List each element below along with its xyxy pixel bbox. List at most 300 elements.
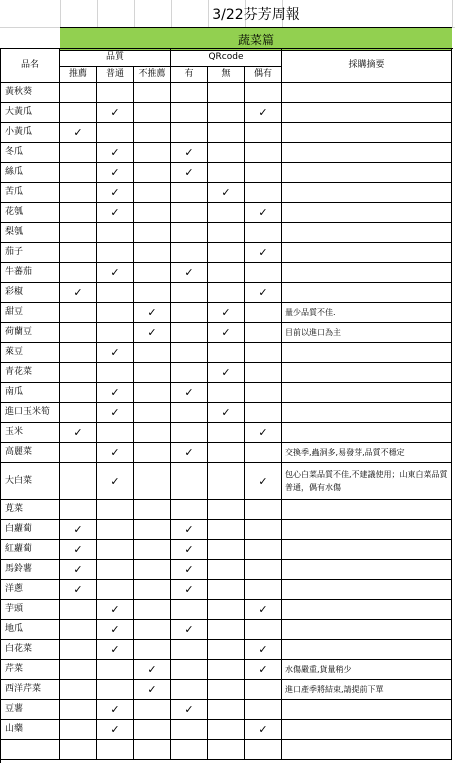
qrcode-check-cell	[245, 720, 282, 740]
item-name-cell: 彩椒	[1, 283, 60, 303]
qrcode-check-cell	[245, 223, 282, 243]
purchase-note-cell	[282, 143, 452, 163]
qrcode-check-cell	[245, 303, 282, 323]
quality-check-cell	[97, 363, 134, 383]
item-name-cell: 牛蕃茄	[1, 263, 60, 283]
quality-check-cell	[134, 660, 171, 680]
purchase-note-cell	[282, 700, 452, 720]
quality-check-cell	[60, 580, 97, 600]
quality-check-cell	[60, 303, 97, 323]
quality-check-cell	[134, 243, 171, 263]
check-mark: ✓	[258, 474, 268, 488]
qrcode-check-cell	[245, 740, 282, 760]
qrcode-check-cell	[245, 580, 282, 600]
section-banner: 蔬菜篇	[60, 27, 452, 51]
purchase-note-cell	[282, 740, 452, 760]
quality-check-cell	[60, 203, 97, 223]
check-mark: ✓	[221, 306, 231, 319]
qrcode-check-cell	[171, 383, 208, 403]
item-name-cell: 山藥	[1, 720, 60, 740]
quality-check-cell	[60, 720, 97, 740]
check-mark: ✓	[147, 306, 157, 319]
qrcode-check-cell	[245, 680, 282, 700]
qrcode-check-cell	[171, 720, 208, 740]
quality-check-cell	[60, 660, 97, 680]
quality-check-cell	[134, 740, 171, 760]
item-name-cell: 洋蔥	[1, 580, 60, 600]
purchase-note-cell	[282, 540, 452, 560]
item-name-cell: 茄子	[1, 243, 60, 263]
quality-check-cell	[97, 600, 134, 620]
quality-check-cell	[97, 580, 134, 600]
quality-check-cell	[97, 520, 134, 540]
purchase-note-cell	[282, 283, 452, 303]
check-mark: ✓	[110, 106, 120, 119]
quality-check-cell	[134, 323, 171, 343]
item-name-cell: 大白菜	[1, 463, 60, 500]
quality-check-cell	[60, 183, 97, 203]
quality-check-cell	[134, 640, 171, 660]
check-mark: ✓	[184, 543, 194, 556]
check-mark: ✓	[73, 286, 83, 299]
check-mark: ✓	[258, 106, 268, 119]
qrcode-check-cell	[171, 203, 208, 223]
purchase-note-cell	[282, 383, 452, 403]
qrcode-check-cell	[245, 183, 282, 203]
qrcode-check-cell	[171, 123, 208, 143]
qrcode-check-cell	[245, 620, 282, 640]
check-mark: ✓	[147, 663, 157, 676]
check-mark: ✓	[110, 474, 120, 488]
header-qrcode-sub: 偶有	[245, 67, 282, 83]
header-name: 品名	[1, 49, 60, 83]
purchase-note-cell	[282, 560, 452, 580]
item-name-cell: 苦瓜	[1, 183, 60, 203]
item-name-cell: 梨瓠	[1, 223, 60, 243]
purchase-note-cell: 水傷嚴重,貨量稍少	[282, 660, 452, 680]
check-mark: ✓	[110, 723, 120, 736]
qrcode-check-cell	[208, 443, 245, 463]
quality-check-cell	[134, 600, 171, 620]
quality-check-cell	[60, 103, 97, 123]
qrcode-check-cell	[245, 383, 282, 403]
qrcode-check-cell	[171, 600, 208, 620]
check-mark: ✓	[110, 643, 120, 656]
check-mark: ✓	[110, 386, 120, 399]
check-mark: ✓	[110, 266, 120, 279]
qrcode-check-cell	[208, 223, 245, 243]
qrcode-check-cell	[245, 103, 282, 123]
check-mark: ✓	[258, 246, 268, 259]
quality-check-cell	[97, 343, 134, 363]
quality-check-cell	[97, 423, 134, 443]
quality-check-cell	[134, 383, 171, 403]
qrcode-check-cell	[245, 520, 282, 540]
check-mark: ✓	[258, 663, 268, 676]
qrcode-check-cell	[171, 263, 208, 283]
check-mark: ✓	[221, 186, 231, 199]
check-mark: ✓	[258, 426, 268, 439]
header-qrcode: QRcode	[171, 49, 282, 67]
qrcode-check-cell	[208, 83, 245, 103]
qrcode-check-cell	[208, 283, 245, 303]
quality-check-cell	[60, 223, 97, 243]
qrcode-check-cell	[208, 143, 245, 163]
qrcode-check-cell	[208, 203, 245, 223]
qrcode-check-cell	[171, 403, 208, 423]
check-mark: ✓	[184, 386, 194, 399]
qrcode-check-cell	[208, 263, 245, 283]
check-mark: ✓	[73, 523, 83, 536]
qrcode-check-cell	[171, 83, 208, 103]
qrcode-check-cell	[208, 323, 245, 343]
quality-check-cell	[97, 163, 134, 183]
item-name-cell: 荷蘭豆	[1, 323, 60, 343]
qrcode-check-cell	[208, 660, 245, 680]
header-qrcode-sub: 有	[171, 67, 208, 83]
quality-check-cell	[97, 303, 134, 323]
quality-check-cell	[60, 423, 97, 443]
check-mark: ✓	[258, 643, 268, 656]
qrcode-check-cell	[208, 183, 245, 203]
purchase-note-cell	[282, 103, 452, 123]
item-name-cell: 地瓜	[1, 620, 60, 640]
item-name-cell	[1, 740, 60, 760]
purchase-note-cell	[282, 720, 452, 740]
check-mark: ✓	[110, 703, 120, 716]
qrcode-check-cell	[245, 283, 282, 303]
quality-check-cell	[134, 580, 171, 600]
check-mark: ✓	[258, 206, 268, 219]
qrcode-check-cell	[245, 560, 282, 580]
quality-check-cell	[97, 700, 134, 720]
qrcode-check-cell	[171, 443, 208, 463]
qrcode-check-cell	[171, 163, 208, 183]
qrcode-check-cell	[245, 700, 282, 720]
quality-check-cell	[134, 463, 171, 500]
quality-check-cell	[134, 263, 171, 283]
quality-check-cell	[134, 520, 171, 540]
quality-check-cell	[97, 323, 134, 343]
item-name-cell: 青花菜	[1, 363, 60, 383]
purchase-note-cell: 交換季,蟲洞多,易發芽,品質不穩定	[282, 443, 452, 463]
check-mark: ✓	[147, 326, 157, 339]
qrcode-check-cell	[245, 423, 282, 443]
purchase-note-cell	[282, 243, 452, 263]
purchase-note-cell	[282, 123, 452, 143]
qrcode-check-cell	[208, 700, 245, 720]
qrcode-check-cell	[208, 243, 245, 263]
qrcode-check-cell	[171, 520, 208, 540]
quality-check-cell	[60, 640, 97, 660]
qrcode-check-cell	[171, 143, 208, 163]
qrcode-check-cell	[245, 343, 282, 363]
purchase-note-cell	[282, 423, 452, 443]
check-mark: ✓	[184, 523, 194, 536]
item-name-cell: 進口玉米筍	[1, 403, 60, 423]
quality-check-cell	[97, 103, 134, 123]
quality-check-cell	[60, 540, 97, 560]
qrcode-check-cell	[208, 500, 245, 520]
item-name-cell: 絲瓜	[1, 163, 60, 183]
qrcode-check-cell	[208, 620, 245, 640]
item-name-cell: 西洋芹菜	[1, 680, 60, 700]
qrcode-check-cell	[245, 660, 282, 680]
check-mark: ✓	[184, 623, 194, 636]
qrcode-check-cell	[208, 303, 245, 323]
qrcode-check-cell	[208, 520, 245, 540]
header-quality-sub: 普通	[97, 67, 134, 83]
purchase-note-cell	[282, 363, 452, 383]
check-mark: ✓	[110, 406, 120, 419]
quality-check-cell	[60, 323, 97, 343]
qrcode-check-cell	[245, 463, 282, 500]
check-mark: ✓	[73, 426, 83, 439]
purchase-note-cell	[282, 83, 452, 103]
qrcode-check-cell	[208, 363, 245, 383]
quality-check-cell	[60, 680, 97, 700]
quality-check-cell	[97, 383, 134, 403]
quality-check-cell	[134, 700, 171, 720]
qrcode-check-cell	[171, 103, 208, 123]
qrcode-check-cell	[245, 263, 282, 283]
quality-check-cell	[60, 163, 97, 183]
qrcode-check-cell	[245, 323, 282, 343]
qrcode-check-cell	[171, 680, 208, 700]
qrcode-check-cell	[171, 620, 208, 640]
check-mark: ✓	[258, 286, 268, 299]
purchase-note-cell	[282, 203, 452, 223]
check-mark: ✓	[110, 603, 120, 616]
check-mark: ✓	[110, 346, 120, 359]
quality-check-cell	[134, 620, 171, 640]
quality-check-cell	[60, 560, 97, 580]
quality-check-cell	[134, 363, 171, 383]
qrcode-check-cell	[171, 580, 208, 600]
quality-check-cell	[134, 560, 171, 580]
item-name-cell: 莧菜	[1, 500, 60, 520]
purchase-note-cell: 包心白菜品質不佳,不建議使用；山東白菜品質普通，偶有水傷	[282, 463, 452, 500]
quality-check-cell	[97, 463, 134, 500]
qrcode-check-cell	[171, 740, 208, 760]
qrcode-check-cell	[171, 323, 208, 343]
qrcode-check-cell	[245, 163, 282, 183]
qrcode-check-cell	[171, 363, 208, 383]
check-mark: ✓	[73, 563, 83, 576]
purchase-note-cell	[282, 600, 452, 620]
gridline-vertical	[452, 0, 453, 28]
purchase-note-cell	[282, 620, 452, 640]
quality-check-cell	[60, 600, 97, 620]
quality-check-cell	[134, 500, 171, 520]
qrcode-check-cell	[208, 103, 245, 123]
quality-check-cell	[97, 243, 134, 263]
qrcode-check-cell	[208, 580, 245, 600]
check-mark: ✓	[184, 146, 194, 159]
quality-check-cell	[134, 423, 171, 443]
quality-check-cell	[60, 500, 97, 520]
quality-check-cell	[60, 463, 97, 500]
report-title: 3/22芬芳周報	[212, 7, 300, 23]
quality-check-cell	[134, 403, 171, 423]
quality-check-cell	[134, 83, 171, 103]
qrcode-check-cell	[208, 560, 245, 580]
qrcode-check-cell	[245, 403, 282, 423]
quality-check-cell	[60, 700, 97, 720]
purchase-note-cell	[282, 223, 452, 243]
quality-check-cell	[97, 680, 134, 700]
purchase-note-cell: 量少品質不佳.	[282, 303, 452, 323]
check-mark: ✓	[258, 603, 268, 616]
check-mark: ✓	[73, 583, 83, 596]
quality-check-cell	[97, 83, 134, 103]
qrcode-check-cell	[208, 740, 245, 760]
quality-check-cell	[97, 540, 134, 560]
quality-check-cell	[134, 540, 171, 560]
check-mark: ✓	[110, 446, 120, 459]
check-mark: ✓	[221, 406, 231, 419]
purchase-note-cell	[282, 520, 452, 540]
check-mark: ✓	[184, 446, 194, 459]
quality-check-cell	[134, 443, 171, 463]
quality-check-cell	[60, 263, 97, 283]
qrcode-check-cell	[245, 123, 282, 143]
purchase-note-cell	[282, 163, 452, 183]
quality-check-cell	[60, 83, 97, 103]
quality-check-cell	[60, 243, 97, 263]
purchase-note-cell	[282, 263, 452, 283]
qrcode-check-cell	[245, 640, 282, 660]
check-mark: ✓	[184, 266, 194, 279]
check-mark: ✓	[221, 326, 231, 339]
qrcode-check-cell	[245, 203, 282, 223]
quality-check-cell	[97, 263, 134, 283]
qrcode-check-cell	[208, 540, 245, 560]
quality-check-cell	[97, 203, 134, 223]
item-name-cell: 白花菜	[1, 640, 60, 660]
qrcode-check-cell	[245, 443, 282, 463]
quality-check-cell	[134, 303, 171, 323]
qrcode-check-cell	[245, 243, 282, 263]
item-name-cell: 馬鈴薯	[1, 560, 60, 580]
quality-check-cell	[97, 283, 134, 303]
quality-check-cell	[134, 223, 171, 243]
header-quality-sub: 推薦	[60, 67, 97, 83]
qrcode-check-cell	[171, 700, 208, 720]
quality-check-cell	[60, 383, 97, 403]
item-name-cell: 玉米	[1, 423, 60, 443]
qrcode-check-cell	[208, 680, 245, 700]
check-mark: ✓	[73, 543, 83, 556]
qrcode-check-cell	[208, 600, 245, 620]
check-mark: ✓	[110, 623, 120, 636]
qrcode-check-cell	[245, 143, 282, 163]
check-mark: ✓	[110, 206, 120, 219]
check-mark: ✓	[258, 723, 268, 736]
quality-check-cell	[60, 403, 97, 423]
quality-check-cell	[134, 203, 171, 223]
quality-check-cell	[97, 123, 134, 143]
quality-check-cell	[60, 740, 97, 760]
quality-check-cell	[97, 143, 134, 163]
qrcode-check-cell	[245, 83, 282, 103]
qrcode-check-cell	[171, 183, 208, 203]
quality-check-cell	[97, 223, 134, 243]
purchase-note-cell	[282, 343, 452, 363]
purchase-note-cell	[282, 403, 452, 423]
quality-check-cell	[60, 283, 97, 303]
quality-check-cell	[60, 143, 97, 163]
item-name-cell: 白蘿蔔	[1, 520, 60, 540]
check-mark: ✓	[184, 583, 194, 596]
check-mark: ✓	[147, 683, 157, 696]
quality-check-cell	[97, 640, 134, 660]
qrcode-check-cell	[171, 463, 208, 500]
qrcode-check-cell	[245, 540, 282, 560]
check-mark: ✓	[73, 126, 83, 139]
qrcode-check-cell	[171, 423, 208, 443]
item-name-cell: 芹菜	[1, 660, 60, 680]
qrcode-check-cell	[208, 720, 245, 740]
quality-check-cell	[97, 183, 134, 203]
quality-check-cell	[60, 123, 97, 143]
item-name-cell: 黃秋葵	[1, 83, 60, 103]
header-qrcode-sub: 無	[208, 67, 245, 83]
quality-check-cell	[134, 283, 171, 303]
quality-check-cell	[134, 103, 171, 123]
check-mark: ✓	[110, 186, 120, 199]
quality-check-cell	[134, 720, 171, 740]
quality-check-cell	[134, 183, 171, 203]
quality-check-cell	[60, 520, 97, 540]
check-mark: ✓	[110, 166, 120, 179]
quality-check-cell	[60, 620, 97, 640]
quality-check-cell	[97, 403, 134, 423]
header-quality: 品質	[60, 49, 171, 67]
item-name-cell: 紅蘿蔔	[1, 540, 60, 560]
qrcode-check-cell	[171, 500, 208, 520]
item-name-cell: 甜豆	[1, 303, 60, 323]
check-mark: ✓	[184, 563, 194, 576]
purchase-note-cell	[282, 183, 452, 203]
qrcode-check-cell	[171, 303, 208, 323]
check-mark: ✓	[110, 146, 120, 159]
quality-check-cell	[97, 720, 134, 740]
purchase-note-cell: 進口產季將結束,請提前下單	[282, 680, 452, 700]
purchase-note-cell: 目前以進口為主	[282, 323, 452, 343]
qrcode-check-cell	[171, 660, 208, 680]
check-mark: ✓	[221, 366, 231, 379]
purchase-note-cell	[282, 640, 452, 660]
item-name-cell: 豆薯	[1, 700, 60, 720]
table-top-border	[0, 48, 453, 49]
header-quality-sub: 不推薦	[134, 67, 171, 83]
quality-check-cell	[97, 443, 134, 463]
qrcode-check-cell	[171, 243, 208, 263]
qrcode-check-cell	[208, 463, 245, 500]
qrcode-check-cell	[208, 383, 245, 403]
item-name-cell: 冬瓜	[1, 143, 60, 163]
qrcode-check-cell	[208, 403, 245, 423]
header-notes: 採購摘要	[282, 49, 452, 83]
purchase-note-cell	[282, 580, 452, 600]
quality-check-cell	[134, 343, 171, 363]
check-mark: ✓	[184, 166, 194, 179]
item-name-cell: 高麗菜	[1, 443, 60, 463]
qrcode-check-cell	[171, 343, 208, 363]
quality-check-cell	[134, 163, 171, 183]
item-name-cell: 小黃瓜	[1, 123, 60, 143]
